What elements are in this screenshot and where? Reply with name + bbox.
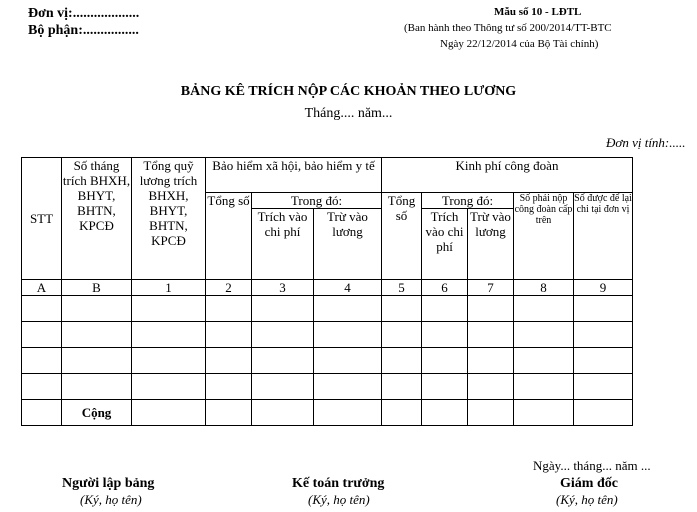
director-note: (Ký, họ tên) [556, 492, 618, 507]
table-row [22, 322, 633, 348]
column-code: 3 [252, 280, 314, 296]
signature-date: Ngày... tháng... năm ... [533, 458, 651, 473]
currency-unit: Đơn vị tính:..... [606, 135, 686, 150]
director-title: Giám đốc [560, 476, 618, 491]
total-label: Cộng [62, 400, 132, 426]
column-code: 8 [514, 280, 574, 296]
department-label: Bộ phận:................ [28, 23, 139, 38]
period-line: Tháng.... năm... [304, 106, 393, 121]
total-row [22, 400, 633, 426]
column-code: 9 [574, 280, 633, 296]
header-union-total: Tổng số [382, 193, 422, 280]
form-number: Mẫu số 10 - LĐTL [494, 6, 582, 18]
issued-date-note: Ngày 22/12/2014 của Bộ Tài chính) [440, 38, 599, 50]
header-insurance-in-which: Trong đó: [252, 193, 382, 209]
chief-accountant-note: (Ký, họ tên) [308, 492, 370, 507]
column-code: B [62, 280, 132, 296]
header-insurance-total: Tổng số [206, 193, 252, 280]
chief-accountant-title: Kế toán trưởng [292, 476, 385, 491]
header-union-payable: Số phải nộp công đoàn cấp trên [514, 193, 574, 280]
column-code: 7 [468, 280, 514, 296]
table-row [22, 348, 633, 374]
column-code: A [22, 280, 62, 296]
issued-by-note: (Ban hành theo Thông tư số 200/2014/TT-BTC [404, 22, 612, 34]
table-row [22, 296, 633, 322]
column-code: 2 [206, 280, 252, 296]
header-insurance-expense: Trích vào chi phí [252, 209, 314, 280]
contribution-table [21, 157, 633, 426]
header-union-in-which: Trong đó: [422, 193, 514, 209]
column-code: 4 [314, 280, 382, 296]
column-code: 6 [422, 280, 468, 296]
header-months: Số tháng trích BHXH, BHYT, BHTN, KPCĐ [62, 158, 132, 280]
header-insurance-group: Bảo hiểm xã hội, bảo hiểm y tế [206, 158, 382, 193]
document-title: BẢNG KÊ TRÍCH NỘP CÁC KHOẢN THEO LƯƠNG [180, 84, 517, 99]
preparer-title: Người lập bảng [62, 476, 155, 491]
table-row [22, 374, 633, 400]
preparer-note: (Ký, họ tên) [80, 492, 142, 507]
header-union-expense: Trích vào chi phí [422, 209, 468, 280]
column-code-row [22, 280, 633, 296]
unit-label: Đơn vị:................... [28, 6, 140, 21]
header-union-salary: Trừ vào lương [468, 209, 514, 280]
header-salary-fund: Tổng quỹ lương trích BHXH, BHYT, BHTN, KPCĐ [132, 158, 206, 280]
header-insurance-salary: Trừ vào lương [314, 209, 382, 280]
header-union-group: Kinh phí công đoàn [382, 158, 633, 193]
header-stt: STT [22, 158, 62, 280]
header-union-retained: Số được để lại chi tại đơn vị [574, 193, 633, 280]
column-code: 1 [132, 280, 206, 296]
column-code: 5 [382, 280, 422, 296]
